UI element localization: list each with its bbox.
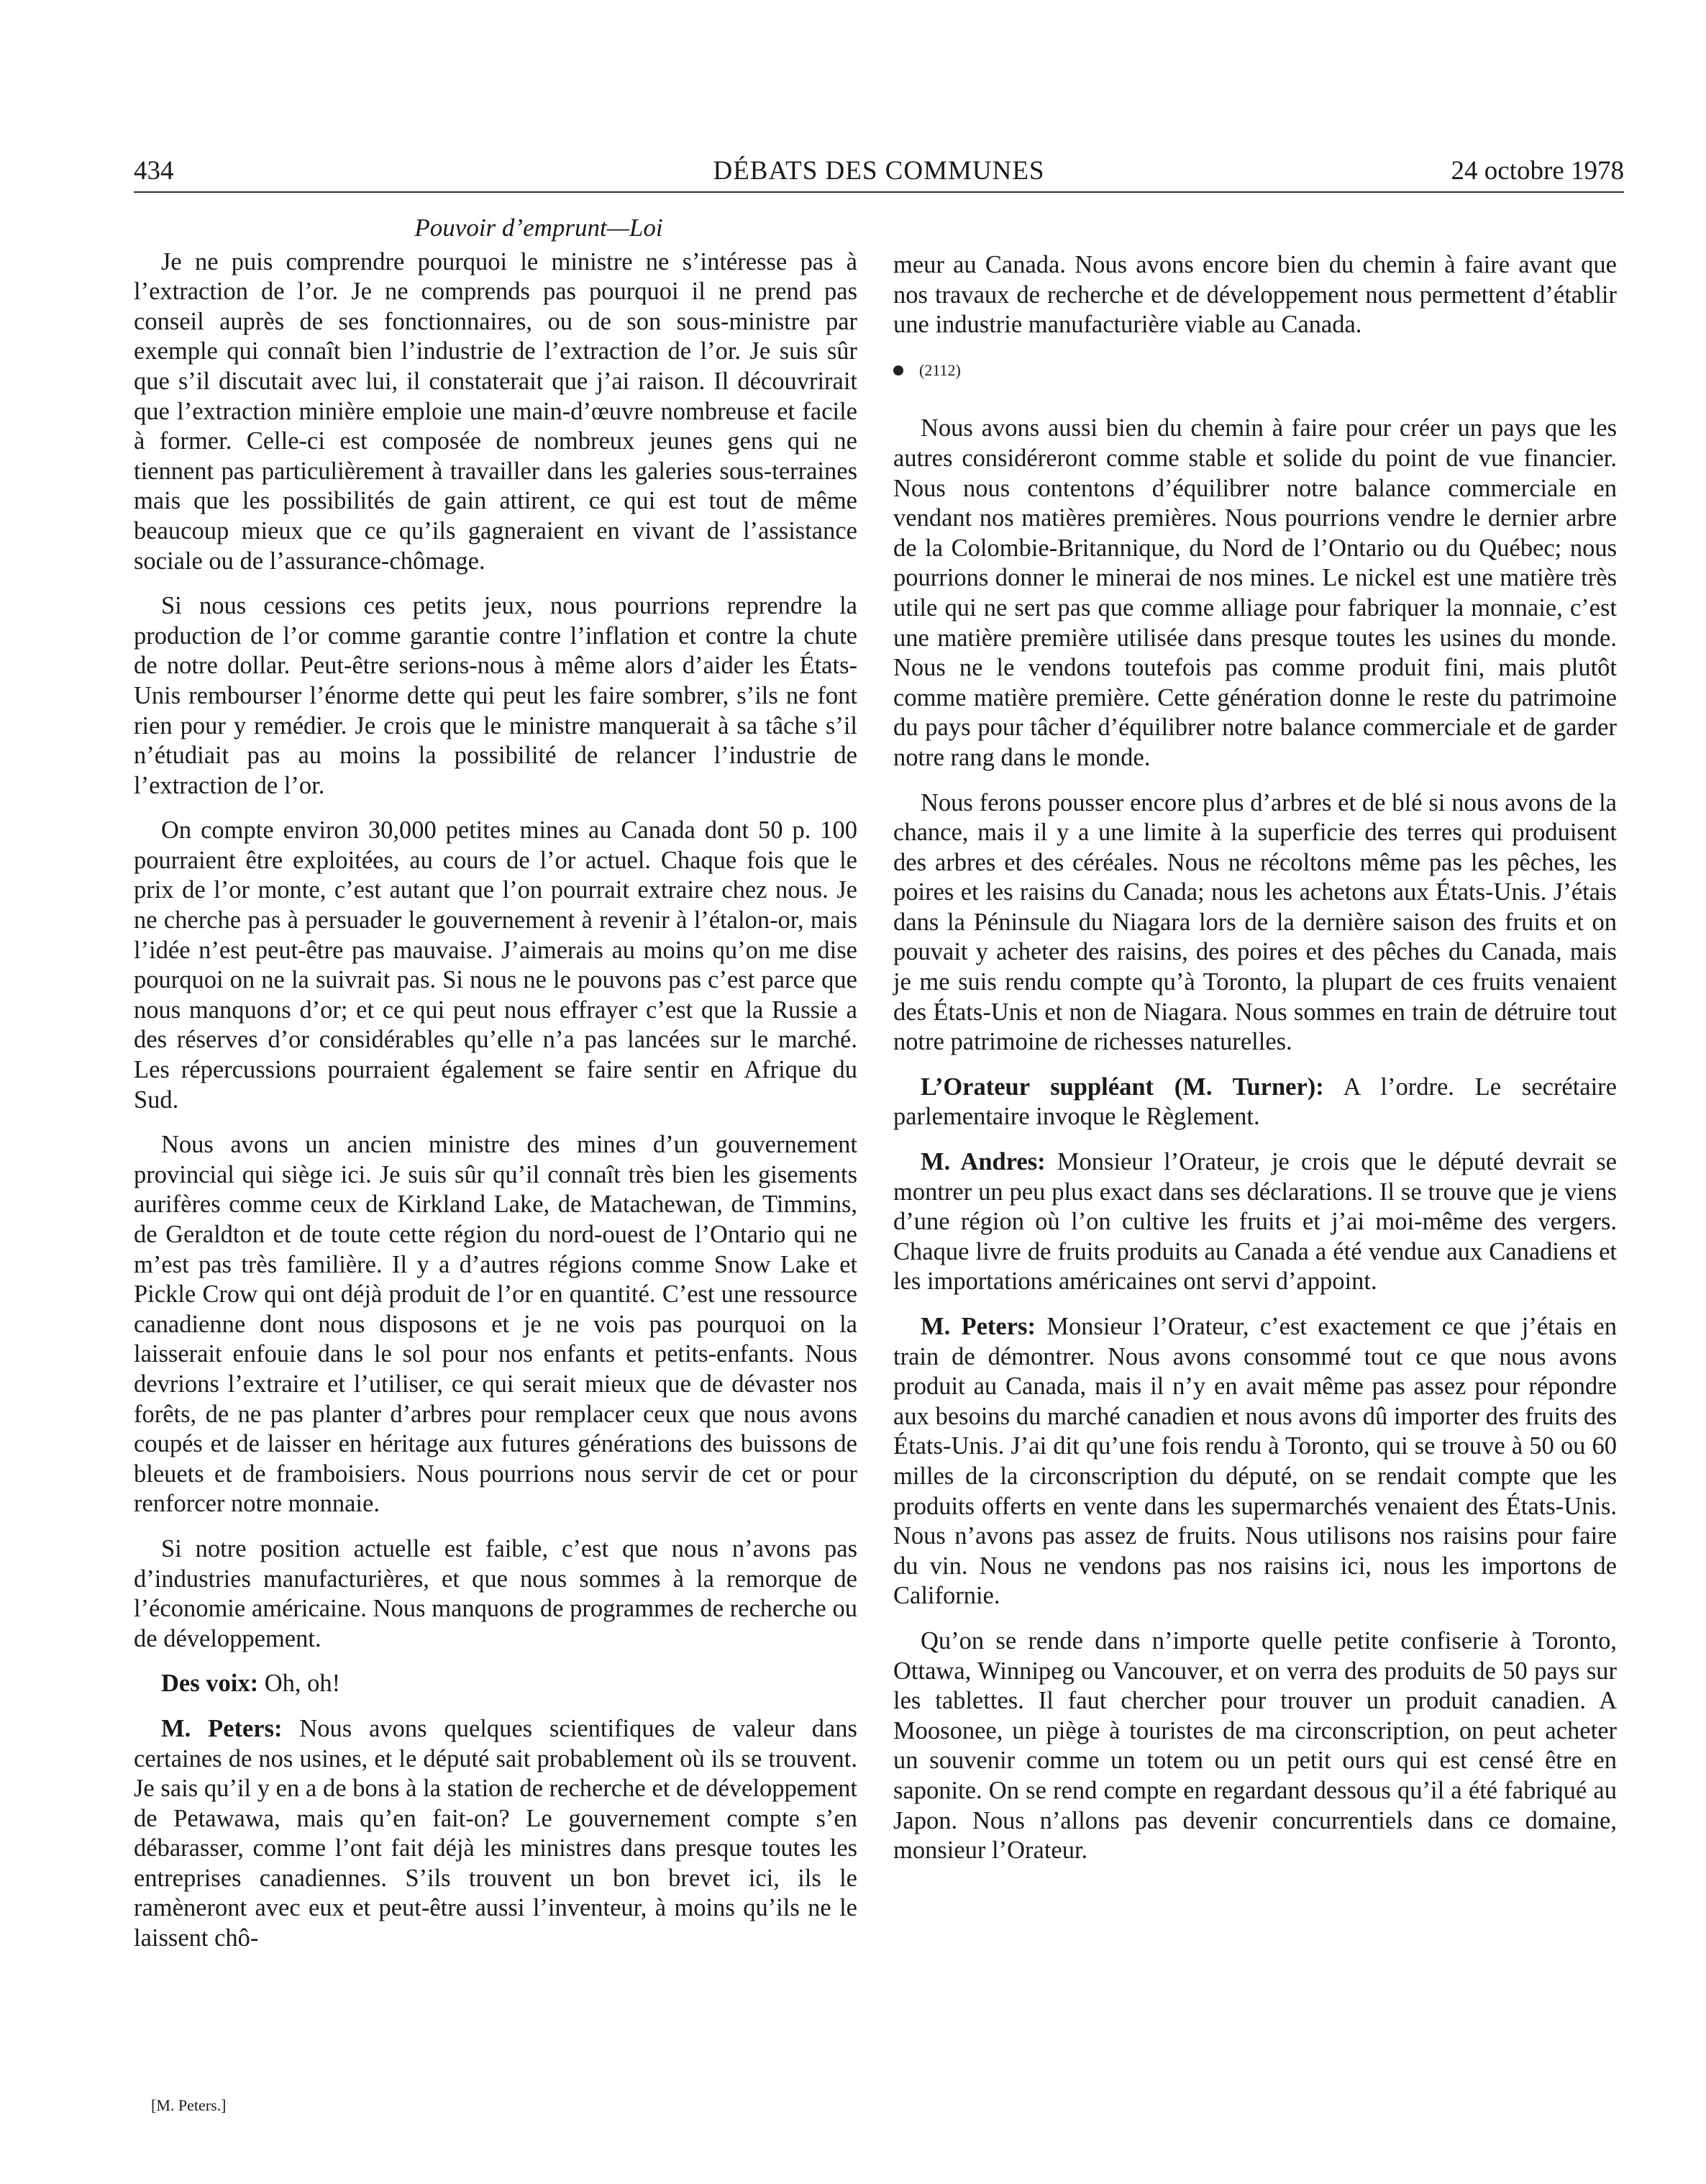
- left-column: [134, 213, 857, 1969]
- speaker-name: M. Peters:: [161, 1714, 283, 1742]
- paragraph: On compte environ 30,000 petites mines au Canada dont 50 p. 100 pourraient être exploitées, au cours de l’or actuel. Chaque fois que le prix de l’or monte, c’est autant que l’on pourrait extraire chez nous. Je ne cherche pas à persuader le gouvernement à revenir à l’étalon-or, mais l’idée n’est peut-être pas mauvaise. J’aimerais au moins qu’on me dise pourquoi on ne la suivrait pas. Si nous ne le pouvons pas c’est parce que nous manquons d’or; et ce qui peut nous effrayer c’est que la Russie a des réserves d’or considérables qu’elle n’a pas lancées sur le marché. Les répercussions pourraient également se faire sentir en Afrique du Sud.: [134, 816, 857, 1114]
- header-rule: [134, 191, 1624, 193]
- speech-paragraph: [134, 1714, 857, 1954]
- journal-title: DÉBATS DES COMMUNES: [713, 156, 1045, 186]
- timestamp-marker: [893, 355, 1617, 386]
- speech-paragraph: [893, 1312, 1617, 1611]
- page-header: [134, 155, 1624, 196]
- speech-paragraph: [893, 1073, 1617, 1132]
- running-head: Pouvoir d’emprunt—Loi: [414, 214, 663, 242]
- paragraph: Si nous cessions ces petits jeux, nous pourrions reprendre la production de l’or comme garantie contre l’inflation et contre la chute de notre dollar. Peut-être serions-nous à même alors d’aider les États-Unis rembourser l’énorme dette qui peut les faire sombrer, s’ils ne font rien pour y remédier. Je crois que le ministre manquerait à sa tâche s’il n’étudiait pas au moins la possibilité de relancer l’industrie de l’extraction de l’or.: [134, 592, 857, 799]
- speech-text: Monsieur l’Orateur, je crois que le député devrait se montrer un peu plus exact dans ses déclarations. Il se trouve que je viens d’une région où l’on cultive les fruits et j’ai moi-même des vergers. Chaque livre de fruits produits au Canada a été vendue aux Canadiens et les importations américaines ont servi d’appoint.: [893, 1148, 1617, 1296]
- speech-paragraph: [893, 1147, 1617, 1297]
- speaker-name: L’Orateur suppléant (M. Turner):: [921, 1073, 1324, 1101]
- paragraph: Nous avons aussi bien du chemin à faire pour créer un pays que les autres considéreront comme stable et solide du point de vue financier. Nous nous contentons d’équilibrer notre balance commerciale en vendant nos matières premières. Nous pourrions vendre le dernier arbre de la Colombie-Britannique, du Nord de l’Ontario ou du Québec; nous pourrions donner le minerai de nos mines. Le nickel est une matière très utile qui ne sert pas que comme alliage pour fabriquer la monnaie, c’est une matière première utilisée dans presque toutes les usines du monde. Nous ne le vendons toutefois pas comme produit fini, mais plutôt comme matière première. Cette génération donne le reste du patrimoine du pays pour tâcher d’équilibrer notre balance commerciale et de garder notre rang dans le monde.: [893, 414, 1617, 771]
- paragraph: Je ne puis comprendre pourquoi le ministre ne s’intéresse pas à l’extraction de l’or. Je ne comprends pas pourquoi il ne prend pas conseil auprès de ses fonctionnaires, ou de son sous-ministre par exemple qui connaît bien l’industrie de l’extraction de l’or. Je suis sûr que s’il discutait avec lui, il constaterait que j’ai raison. Il découvrirait que l’extraction minière emploie une main-d’œuvre nombreuse et facile à former. Celle-ci est composée de nombreux jeunes gens qui ne tiennent pas particulièrement à travailler dans les galeries sous-terraines mais que les possibilités de gain attirent, ce qui est tout de même beaucoup mieux que ce qu’ils gagneraient en vivant de l’assistance sociale ou de l’assurance-chômage.: [134, 247, 857, 575]
- speech-text: Monsieur l’Orateur, c’est exactement ce que j’étais en train de démontrer. Nous avons consommé tout ce que nous avons produit au Canada, mais il n’y en avait même pas assez pour répondre aux besoins du marché canadien et nous avons dû importer des fruits des États-Unis. J’ai dit qu’une fois rendu à Toronto, qui se trouve à 50 ou 60 milles de la circonscription du député, on se rendait compte que les produits offerts en vente dans les supermarchés venaient des États-Unis. Nous n’avons pas assez de fruits. Nous utilisons nos raisins pour faire du vin. Nous ne vendons pas nos raisins ici, nous les importons de Californie.: [893, 1313, 1617, 1610]
- paragraph: Nous avons un ancien ministre des mines d’un gouvernement provincial qui siège ici. Je suis sûr qu’il connaît très bien les gisements aurifères comme ceux de Kirkland Lake, de Matachewan, de Timmins, de Geraldton et de toute cette région du nord-ouest de l’Ontario qui ne m’est pas très familière. Il y a d’autres régions comme Snow Lake et Pickle Crow qui ont déjà produit de l’or en quantité. C’est une ressource canadienne dont nous disposons et je ne vois pas pourquoi on la laisserait enfouie dans le sol pour nos enfants et petits-enfants. Nous devrions l’extraire et l’utiliser, ce qui serait mieux que de dévaster nos forêts, de ne pas planter d’arbres pour remplacer ceux que nous avons coupés et de laisser en héritage aux futures générations des buissons de bleuets et de framboisiers. Nous pourrions nous servir de cet or pour renforcer notre monnaie.: [134, 1131, 857, 1518]
- paragraph: Nous ferons pousser encore plus d’arbres et de blé si nous avons de la chance, mais il y a une limite à la superficie des terres qui produisent des arbres et des céréales. Nous ne récoltons même pas les pêches, les poires et les raisins du Canada; nous les achetons aux États-Unis. J’étais dans la Péninsule du Niagara lors de la dernière saison des fruits et on pouvait y acheter des raisins, des poires et des pêches du Canada, mais je me suis rendu compte qu’à Toronto, la plupart de ces fruits venaient des États-Unis et non de Niagara. Nous sommes en train de détruire tout notre patrimoine de richesses naturelles.: [893, 788, 1617, 1056]
- speaker-name: M. Peters:: [921, 1313, 1036, 1340]
- page-number: 434: [134, 156, 174, 186]
- speech-text: Oh, oh!: [258, 1670, 341, 1698]
- issue-date: 24 octobre 1978: [1451, 156, 1624, 186]
- speech-paragraph: [134, 1669, 857, 1699]
- bullet-dot-icon: [893, 365, 903, 376]
- paragraph: meur au Canada. Nous avons encore bien du chemin à faire avant que nos travaux de recherche et de développement nous permettent d’établir une industrie manufacturière viable au Canada.: [893, 251, 1617, 339]
- speech-text: A l’ordre. Le secrétaire parlementaire invoque le Règlement.: [893, 1073, 1617, 1131]
- speech-text: Nous avons quelques scientifiques de valeur dans certaines de nos usines, et le député sait probablement où ils se trouvent. Je sais qu’il y en a de bons à la station de recherche et de développement de Petawawa, mais qu’en fait-on? Le gouvernement compte s’en débarasser, comme l’ont fait déjà les ministres dans presque toutes les entreprises canadiennes. S’ils trouvent un bon brevet ici, ils le ramèneront avec eux et peut-être aussi l’inventeur, à moins qu’ils ne le laissent chô-: [134, 1714, 857, 1952]
- paragraph: Si notre position actuelle est faible, c’est que nous n’avons pas d’industries manufacturières, et que nous sommes à la remorque de l’économie américaine. Nous manquons de programmes de recherche ou de développement.: [134, 1534, 857, 1652]
- speaker-name: Des voix:: [161, 1670, 259, 1698]
- timestamp: (2112): [919, 360, 961, 379]
- footer-note: [M. Peters.]: [151, 2096, 227, 2114]
- paragraph: Qu’on se rende dans n’importe quelle petite confiserie à Toronto, Ottawa, Winnipeg ou Vancouver, et on verra des produits de 50 pays sur les tablettes. Il faut chercher pour trouver un produit canadien. A Moosonee, un piège à touristes de ma circonscription, on peut acheter un souvenir comme un totem ou un petit ours qui est censé être en saponite. On se rend compte en regardant dessous qu’il a été fabriqué au Japon. Nous n’allons pas devenir concurrentiels dans ce domaine, monsieur l’Orateur.: [893, 1626, 1617, 1865]
- speaker-name: M. Andres:: [921, 1148, 1046, 1176]
- right-column: [893, 250, 1617, 1881]
